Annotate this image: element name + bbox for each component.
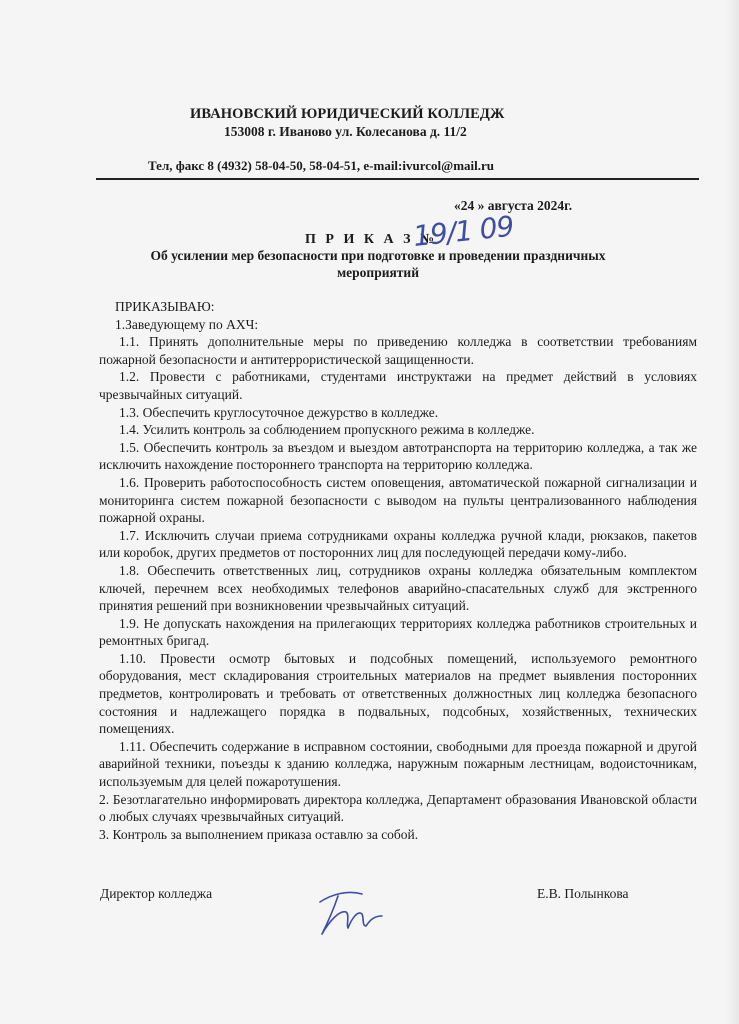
- body-paragraph: 2. Безотлагательно информировать директора колледжа, Департамент образования Ивановской области о любых случаях чрезвычайных ситуаций.: [99, 791, 697, 825]
- document-date: «24 » августа 2024г.: [454, 198, 573, 213]
- body-paragraph: 1.10. Провести осмотр бытовых и подсобных помещений, используемого ремонтного оборудования, мест складирования строительных материалов на предмет выявления посторонних предметов, контролировать и требовать от ответственных должностных лиц колледжа безопасного состояния и надлежащего порядка в подвальных, подсобных, хозяйственных, технических помещениях.: [99, 650, 697, 737]
- body-paragraph: 1.4. Усилить контроль за соблюдением пропускного режима в колледже.: [119, 422, 535, 438]
- body-paragraph: ПРИКАЗЫВАЮ:: [115, 299, 215, 314]
- order-subject: Об усилении мер безопасности при подготовке и проведении праздничных мероприятий: [150, 248, 606, 280]
- college-name: ИВАНОВСКИЙ ЮРИДИЧЕСКИЙ КОЛЛЕДЖ: [190, 106, 505, 122]
- college-contacts: Тел, факс 8 (4932) 58-04-50, 58-04-51, e-mail:ivurcol@mail.ru: [148, 158, 495, 173]
- body-paragraph: 1.Заведующему по АХЧ:: [115, 316, 259, 332]
- body-paragraph: 1.1. Принять дополнительные меры по приведению колледжа в соответствии требованиям пожарной безопасности и антитеррористической защищенности.: [99, 334, 697, 367]
- header-divider: [96, 178, 699, 180]
- body-paragraph: 1.2. Провести с работниками, студентами инструктажи на предмет действий в условиях чрезвычайных ситуаций.: [99, 369, 697, 402]
- signatory-name: Е.В. Полынкова: [537, 886, 629, 901]
- order-number-handwritten: 19/1 09: [411, 209, 515, 253]
- body-paragraph: 1.5. Обеспечить контроль за въездом и выездом автотранспорта на территорию колледжа, а так же исключить нахождение постороннего транспорта на территорию колледжа.: [99, 439, 697, 473]
- body-paragraph: 1.9. Не допускать нахождения на прилегающих территориях колледжа работников строительных и ремонтных бригад.: [99, 615, 697, 649]
- signatory-position: Директор колледжа: [100, 886, 213, 901]
- college-address: 153008 г. Иваново ул. Колесанова д. 11/2: [224, 124, 467, 139]
- body-paragraph: 3. Контроль за выполнением приказа оставлю за собой.: [99, 826, 419, 842]
- handwritten-signature-icon: [312, 880, 392, 940]
- order-body: [99, 298, 697, 843]
- page-edge-shadow: [725, 0, 739, 1024]
- body-paragraph: 1.11. Обеспечить содержание в исправном состоянии, свободными для проезда пожарной и другой аварийной техники, поъезды к зданию колледжа, наружным пожарным лестницам, водоисточникам, используемым для целей пожаротушения.: [99, 738, 697, 790]
- body-paragraph: 1.7. Исключить случаи приема сотрудниками охраны колледжа ручной клади, рюкзаков, пакетов или коробок, других предметов от посторонних лиц для последующей передачи кому-либо.: [99, 527, 697, 561]
- body-paragraph: 1.8. Обеспечить ответственных лиц, сотрудников охраны колледжа обязательным комплектом ключей, перечнем всех необходимых телефонов аварийно-спасательных служб для экстренного принятия решений при возникновении чрезвычайных ситуаций.: [99, 562, 697, 614]
- body-paragraph: 1.3. Обеспечить круглосуточное дежурство в колледже.: [119, 404, 439, 420]
- order-title: П Р И К А З №: [305, 232, 438, 247]
- body-paragraph: 1.6. Проверить работоспособность систем оповещения, автоматической пожарной сигнализации и мониторинга систем пожарной безопасности с выводом на пульты централизованного наблюдения пожарной охраны.: [99, 474, 697, 526]
